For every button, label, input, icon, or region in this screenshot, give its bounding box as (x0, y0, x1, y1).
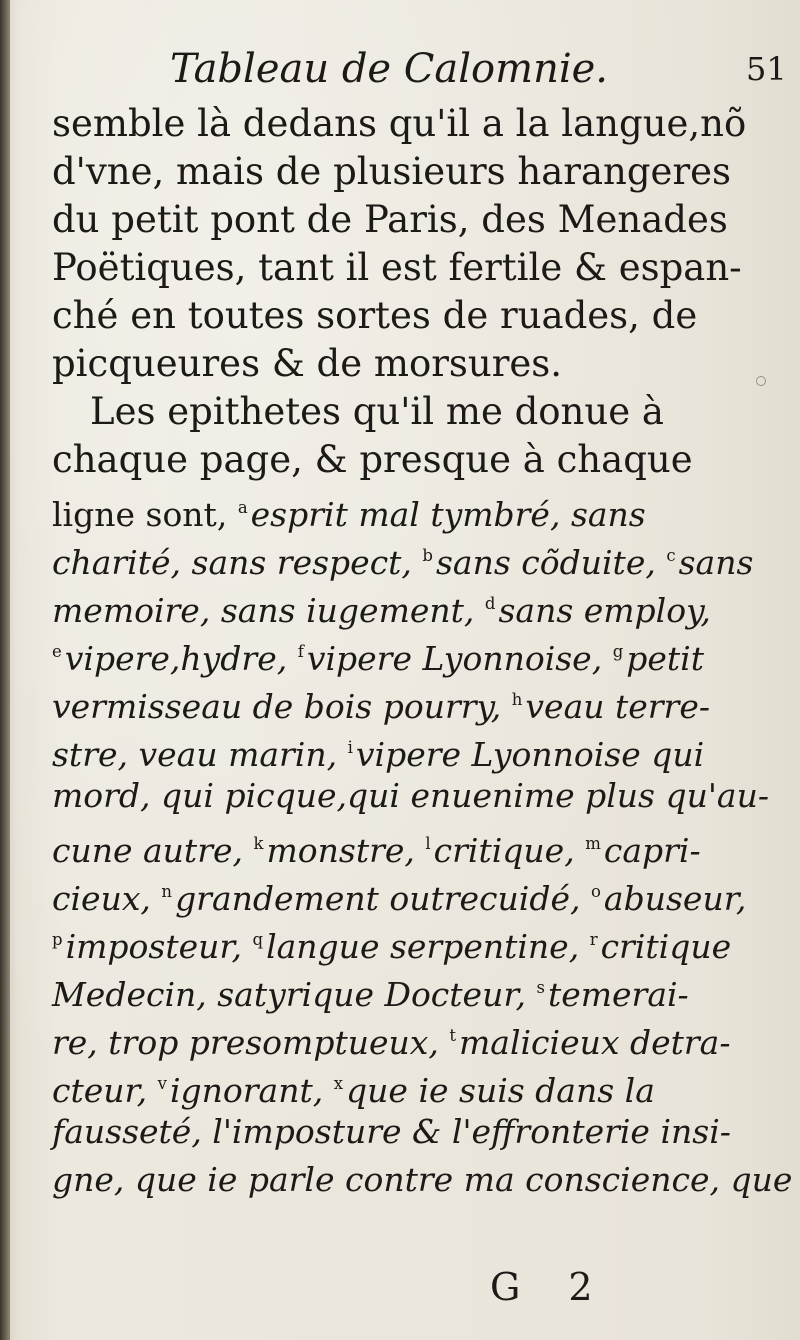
text-span: stre, veau marin, (52, 735, 348, 775)
text-span: sans employ, (498, 591, 711, 631)
text-span: vipere Lyonnoise, (306, 639, 613, 679)
footnote-marker: d (484, 594, 496, 613)
footnote-marker: k (253, 834, 264, 853)
footnote-marker: e (52, 642, 62, 661)
text-line (52, 820, 701, 875)
text-span: petit (626, 639, 704, 679)
text-line (52, 1108, 731, 1156)
text-span: ignorant, (169, 1071, 334, 1111)
footnote-marker: m (585, 834, 601, 853)
text-line (52, 916, 731, 971)
text-line (52, 724, 704, 779)
footnote-marker: n (161, 882, 173, 901)
text-span: grandement outrecuidé, (175, 879, 591, 919)
text-span: critique, (433, 831, 586, 871)
text-line: Les epithetes qu'il me donue à (90, 390, 664, 433)
text-line (52, 964, 689, 1019)
paper-blemish (756, 376, 766, 386)
text-span: Medecin, satyrique Docteur, (52, 975, 537, 1015)
footnote-marker: r (589, 930, 598, 949)
footnote-marker: h (511, 690, 523, 709)
text-line (52, 676, 710, 731)
text-span: veau terre- (525, 687, 711, 727)
text-span: imposteur, (65, 927, 253, 967)
text-span: monstre, (266, 831, 426, 871)
footnote-marker: b (422, 546, 433, 565)
text-span: abuseur, (603, 879, 747, 919)
text-span: charité, sans respect, (52, 543, 423, 583)
text-span: sans cõduite, (435, 543, 667, 583)
text-line (52, 1156, 792, 1204)
footnote-marker: t (449, 1026, 456, 1045)
text-line (52, 628, 704, 683)
footnote-marker: c (666, 546, 676, 565)
text-line: semble là dedans qu'il a la langue,nõ (52, 102, 747, 145)
text-span: cune autre, (52, 831, 254, 871)
text-line: d'vne, mais de plusieurs harangeres (52, 150, 732, 193)
text-line: picqueures & de morsures. (52, 342, 563, 385)
text-span: que ie suis dans la (346, 1071, 655, 1111)
text-span: vipere,hydre, (64, 639, 298, 679)
text-span: malicieux detra- (458, 1023, 731, 1063)
footnote-marker: g (612, 642, 624, 661)
text-line (52, 532, 753, 587)
text-line: du petit pont de Paris, des Menades (52, 198, 728, 241)
footnote-marker: a (237, 498, 248, 517)
running-header (0, 46, 800, 96)
footnote-marker: x (333, 1074, 344, 1093)
text-span: vipere Lyonnoise qui (355, 735, 705, 775)
text-line (52, 484, 646, 539)
text-line (52, 580, 711, 635)
text-line: chaque page, & presque à chaque (52, 438, 693, 481)
signature-letter: G (490, 1265, 521, 1309)
footnote-marker: q (252, 930, 264, 949)
footnote-marker: l (425, 834, 431, 853)
text-span: gne, que ie parle contre ma conscience, que (52, 1160, 793, 1199)
text-span: esprit mal tymbré, sans (250, 495, 646, 535)
text-span: sans (678, 543, 754, 583)
text-line: Poëtiques, tant il est fertile & espan- (52, 246, 742, 289)
text-span: ligne sont, (52, 495, 238, 535)
text-span: fausseté, l'imposture & l'effronterie insi- (52, 1112, 731, 1151)
text-span: mord, qui picque,qui enuenime plus qu'au- (52, 776, 770, 815)
text-span: temerai- (547, 975, 689, 1015)
text-line (52, 1060, 655, 1115)
text-span: cteur, (52, 1071, 158, 1111)
signature-number: 2 (568, 1265, 593, 1309)
footnote-marker: f (297, 642, 304, 661)
text-line (52, 1012, 731, 1067)
text-line (52, 772, 769, 820)
text-line (52, 868, 746, 923)
footnote-marker: p (52, 930, 63, 949)
text-span: langue serpentine, (266, 927, 590, 967)
binding-gutter (0, 0, 10, 1340)
text-span: vermisseau de bois pourry, (52, 687, 512, 727)
text-span: memoire, sans iugement, (52, 591, 485, 631)
footnote-marker: o (590, 882, 601, 901)
text-span: critique (600, 927, 732, 967)
running-title: Tableau de Calomnie. (170, 46, 609, 92)
footnote-marker: s (536, 978, 545, 997)
text-span: cieux, (52, 879, 162, 919)
page-number: 51 (746, 50, 787, 88)
text-line: ché en toutes sortes de ruades, de (52, 294, 698, 337)
text-span: capri- (603, 831, 701, 871)
footnote-marker: i (347, 738, 353, 757)
footnote-marker: v (157, 1074, 167, 1093)
text-span: re, trop presomptueux, (52, 1023, 450, 1063)
signature-mark (490, 1265, 641, 1309)
